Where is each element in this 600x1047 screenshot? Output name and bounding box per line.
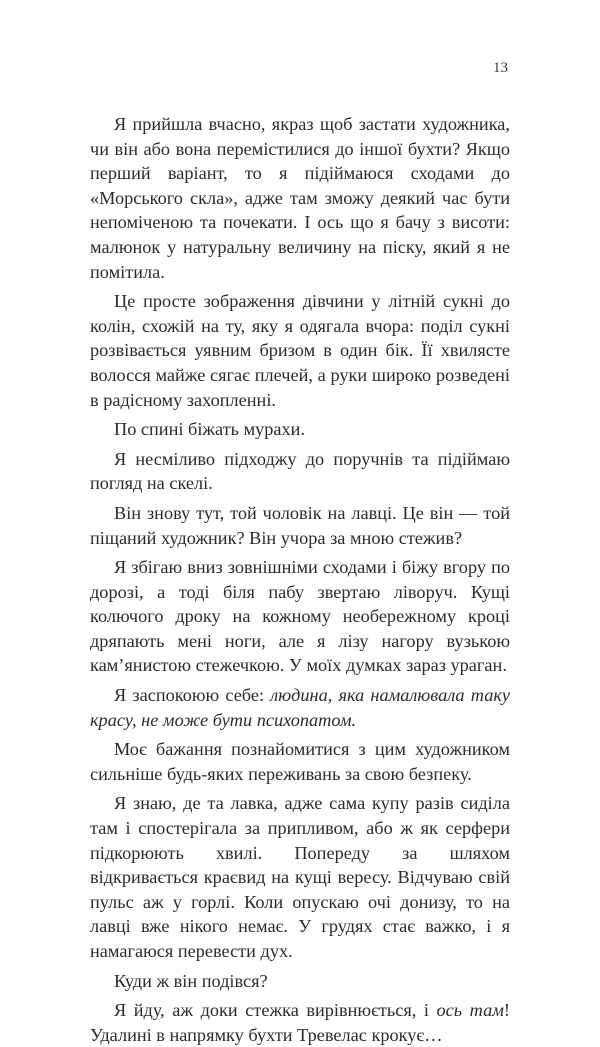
text-segment: Я знаю, де та лавка, адже сама купу разів сиділа там і спостерігала за припливом, або ж як серфери підкорюють хвилі. Попереду за шляхом відкривається краєвид на кущі вересу. Відчуваю свій пульс аж у горлі. Коли опускаю очі донизу, то на лавці вже нікого немає. У грудях стає важко, і я намагаюся перевести дух.	[90, 793, 510, 961]
paragraph	[90, 289, 510, 412]
text-segment: Я збігаю вниз зовнішніми сходами і біжу вгору по дорозі, а тоді біля пабу звертаю ліворуч. Кущі колючого дроку на кожному необережному кроці дряпають мені ноги, але я лізу нагору вузькою кам’янистою стежечкою. У моїх думках зараз ураган.	[90, 557, 510, 676]
paragraph	[90, 555, 510, 678]
text-segment: По спині біжать мурахи.	[114, 419, 306, 440]
paragraph	[90, 501, 510, 550]
paragraph	[90, 998, 510, 1047]
text-segment: Це просте зображення дівчини у літній сукні до колін, схожій на ту, яку я одягала вчора: поділ сукні розвівається уявним бризом в один бік. Її хвилясте волосся майже сягає плечей, а руки широко розведені в радісному захопленні.	[90, 291, 510, 410]
paragraph	[90, 447, 510, 496]
text-segment: ! Удалині в напрямку бухти Тревелас крокує…	[90, 1000, 510, 1045]
text-segment: Я йду, аж доки стежка вирівнюється, і	[114, 1000, 437, 1021]
text-segment: Я заспокоюю себе:	[114, 685, 271, 706]
text-segment: Моє бажання познайомитися з цим художником сильніше будь-яких переживань за свою безпеку.	[90, 739, 510, 784]
paragraph	[90, 969, 510, 994]
text-segment: Куди ж він подівся?	[114, 970, 268, 991]
page-number: 13	[493, 60, 508, 76]
italic-emphasis: ось там	[436, 1000, 504, 1021]
paragraph	[90, 112, 510, 284]
text-segment: Я прийшла вчасно, якраз щоб застати художника, чи він або вона перемістилися до іншої бухти? Якщо перший варіант, то я підіймаюся сходами до «Морського скла», адже там зможу деякий час бути непоміченою та почекати. І ось що я бачу з висоти: малюнок у натуральну величину на піску, який я не помітила.	[90, 114, 510, 282]
paragraph	[90, 683, 510, 732]
text-segment: Я несміливо підходжу до поручнів та підіймаю погляд на скелі.	[90, 448, 510, 494]
paragraph	[90, 791, 510, 963]
body-text	[90, 112, 510, 1047]
paragraph	[90, 737, 510, 786]
text-segment: Він знову тут, той чоловік на лавці. Це він — той піщаний художник? Він учора за мною стежив?	[90, 502, 510, 548]
paragraph	[90, 417, 510, 442]
italic-thought: людина, яка намалювала таку красу, не може бути психопатом.	[90, 685, 510, 730]
